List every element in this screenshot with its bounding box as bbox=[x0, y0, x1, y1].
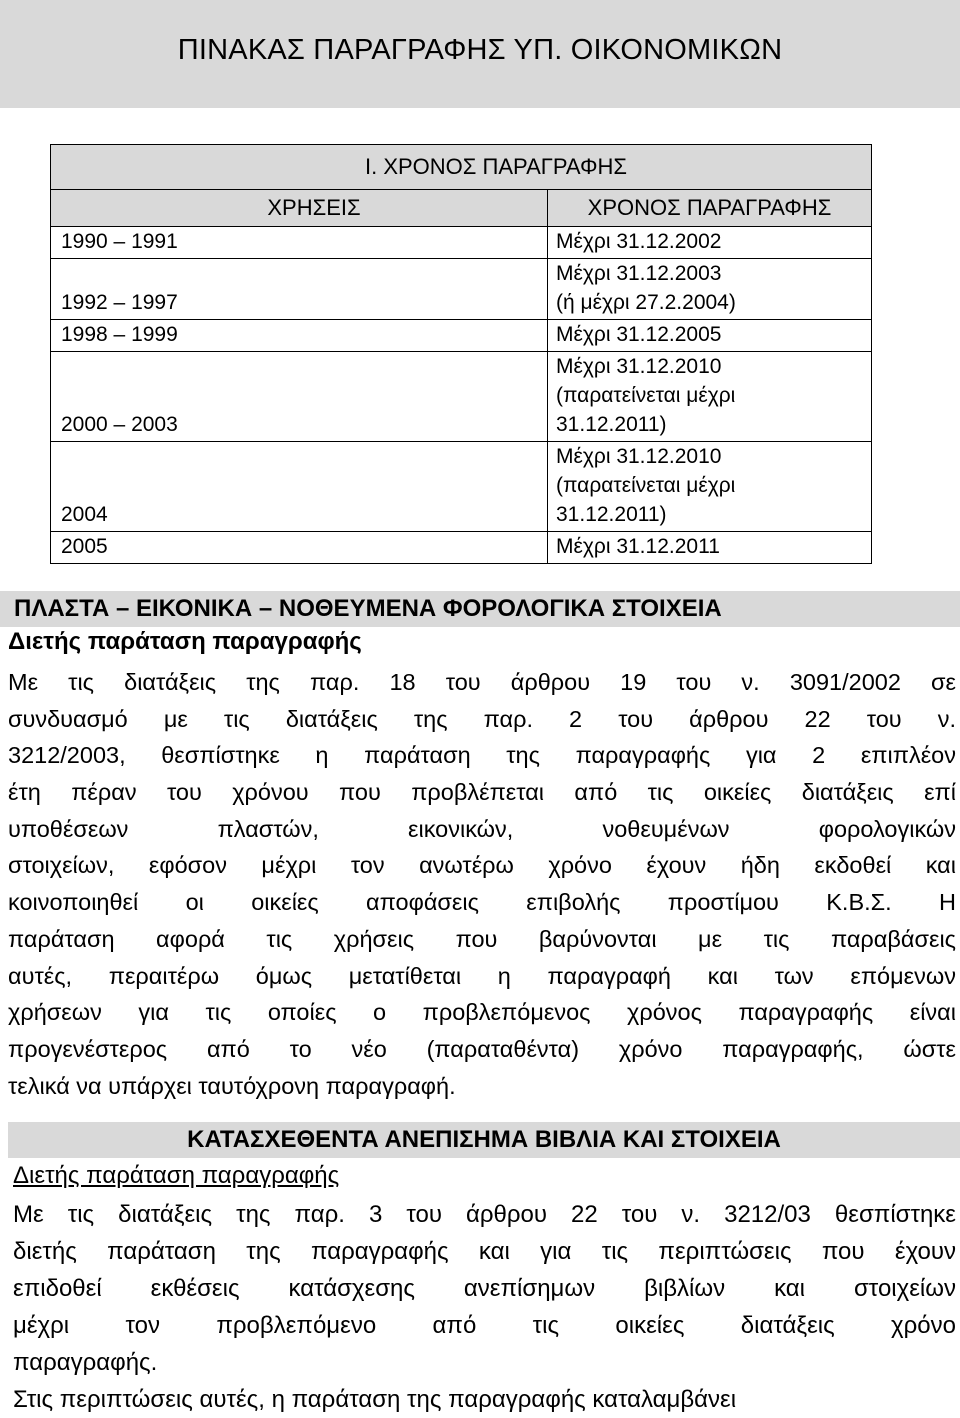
deadline-line: Μέχρι 31.12.2002 bbox=[556, 230, 722, 253]
deadline-line: Μέχρι 31.12.2005 bbox=[556, 323, 722, 346]
deadline-line: Μέχρι 31.12.2010 bbox=[556, 355, 722, 378]
table-row bbox=[51, 352, 872, 442]
paragraph-line: παράταση αφορά τις χρήσεις που βαρύνονται με τις παραβάσεις bbox=[8, 925, 956, 952]
deadline-cell bbox=[548, 532, 872, 564]
paragraph-line: υποθέσεων πλαστών, εικονικών, νοθευμένων φορολογικών bbox=[8, 815, 956, 842]
years-cell: 2004 bbox=[51, 442, 548, 532]
section3-subtitle: Διετής παράταση παραγραφής bbox=[13, 1162, 340, 1189]
paragraph-line: παραγραφής. bbox=[13, 1349, 158, 1376]
section2-subtitle: Διετής παράταση παραγραφής bbox=[8, 628, 362, 655]
deadline-line: Μέχρι 31.12.2003 bbox=[556, 262, 722, 285]
paragraph-line: τελικά να υπάρχει ταυτόχρονη παραγραφή. bbox=[8, 1072, 456, 1099]
years-cell: 1992 – 1997 bbox=[51, 259, 548, 320]
deadline-line: 31.12.2011) bbox=[556, 503, 667, 526]
paragraph-line: αυτές, περαιτέρω όμως μετατίθεται η παραγραφή και των επόμενων bbox=[8, 962, 956, 989]
column-header-deadline: ΧΡΟΝΟΣ ΠΑΡΑΓΡΑΦΗΣ bbox=[548, 190, 872, 227]
deadline-line: Μέχρι 31.12.2011 bbox=[556, 535, 720, 558]
prescription-table bbox=[50, 144, 872, 564]
table-row bbox=[51, 259, 872, 320]
title-band bbox=[0, 0, 960, 108]
paragraph-line: συνδυασμό με τις διατάξεις της παρ. 2 του άρθρου 22 του ν. bbox=[8, 705, 956, 732]
paragraph-line: μέχρι τον προβλεπόμενο από τις οικείες διατάξεις χρόνο bbox=[13, 1312, 956, 1339]
paragraph-line: Στις περιπτώσεις αυτές, η παράταση της παραγραφής καταλαμβάνει bbox=[13, 1386, 737, 1413]
table-row bbox=[51, 227, 872, 259]
paragraph-line: διετής παράταση της παραγραφής και για τις περιπτώσεις που έχουν bbox=[13, 1238, 956, 1265]
section2-title: ΠΛΑΣΤΑ – ΕΙΚΟΝΙΚΑ – ΝΟΘΕΥΜΕΝΑ ΦΟΡΟΛΟΓΙΚΑ ΣΤΟΙΧΕΙΑ bbox=[14, 595, 722, 622]
paragraph-line: έτη πέραν του χρόνου που προβλέπεται από τις οικείες διατάξεις επί bbox=[8, 779, 956, 806]
deadline-line: (ή μέχρι 27.2.2004) bbox=[556, 291, 736, 314]
table-section-title: Ι. ΧΡΟΝΟΣ ΠΑΡΑΓΡΑΦΗΣ bbox=[51, 145, 872, 190]
years-cell: 2000 – 2003 bbox=[51, 352, 548, 442]
years-cell: 1998 – 1999 bbox=[51, 320, 548, 352]
section2-paragraph bbox=[8, 664, 956, 1104]
column-header-years: ΧΡΗΣΕΙΣ bbox=[51, 190, 548, 227]
years-cell: 2005 bbox=[51, 532, 548, 564]
section3-paragraph bbox=[13, 1196, 956, 1418]
table-row bbox=[51, 320, 872, 352]
deadline-cell bbox=[548, 352, 872, 442]
page-title: ΠΙΝΑΚΑΣ ΠΑΡΑΓΡΑΦΗΣ ΥΠ. ΟΙΚΟΝΟΜΙΚΩΝ bbox=[177, 33, 783, 66]
deadline-line: Μέχρι 31.12.2010 bbox=[556, 445, 722, 468]
deadline-line: (παρατείνεται μέχρι bbox=[556, 474, 736, 497]
table-body bbox=[51, 227, 872, 564]
deadline-cell bbox=[548, 227, 872, 259]
section3-title: ΚΑΤΑΣΧΕΘΕΝΤΑ ΑΝΕΠΙΣΗΜΑ ΒΙΒΛΙΑ ΚΑΙ ΣΤΟΙΧΕΙΑ bbox=[187, 1126, 781, 1153]
paragraph-line: επιδοθεί εκθέσεις κατάσχεσης ανεπίσημων βιβλίων και στοιχείων bbox=[13, 1275, 956, 1302]
paragraph-line: χρήσεων για τις οποίες ο προβλεπόμενος χρόνος παραγραφής είναι bbox=[8, 999, 956, 1026]
table-row bbox=[51, 442, 872, 532]
paragraph-line: 3212/2003, θεσπίστηκε η παράταση της παραγραφής για 2 επιπλέον bbox=[8, 742, 956, 769]
table-row bbox=[51, 532, 872, 564]
deadline-cell bbox=[548, 320, 872, 352]
paragraph-line: Με τις διατάξεις της παρ. 18 του άρθρου 19 του ν. 3091/2002 σε bbox=[8, 669, 956, 695]
paragraph-line: στοιχείων, εφόσον μέχρι τον ανωτέρω χρόνο έχουν ήδη εκδοθεί και bbox=[8, 852, 956, 879]
paragraph-line: κοινοποιηθεί οι οικείες αποφάσεις επιβολής προστίμου Κ.Β.Σ. Η bbox=[8, 889, 956, 916]
deadline-cell bbox=[548, 442, 872, 532]
deadline-line: 31.12.2011) bbox=[556, 413, 667, 436]
paragraph-line: Με τις διατάξεις της παρ. 3 του άρθρου 22 του ν. 3212/03 θεσπίστηκε bbox=[13, 1201, 956, 1228]
deadline-cell bbox=[548, 259, 872, 320]
table-header-row bbox=[51, 190, 872, 227]
paragraph-line: προγενέστερος από το νέο (παραταθέντα) χρόνο παραγραφής, ώστε bbox=[8, 1035, 956, 1062]
years-cell: 1990 – 1991 bbox=[51, 227, 548, 259]
deadline-line: (παρατείνεται μέχρι bbox=[556, 384, 736, 407]
